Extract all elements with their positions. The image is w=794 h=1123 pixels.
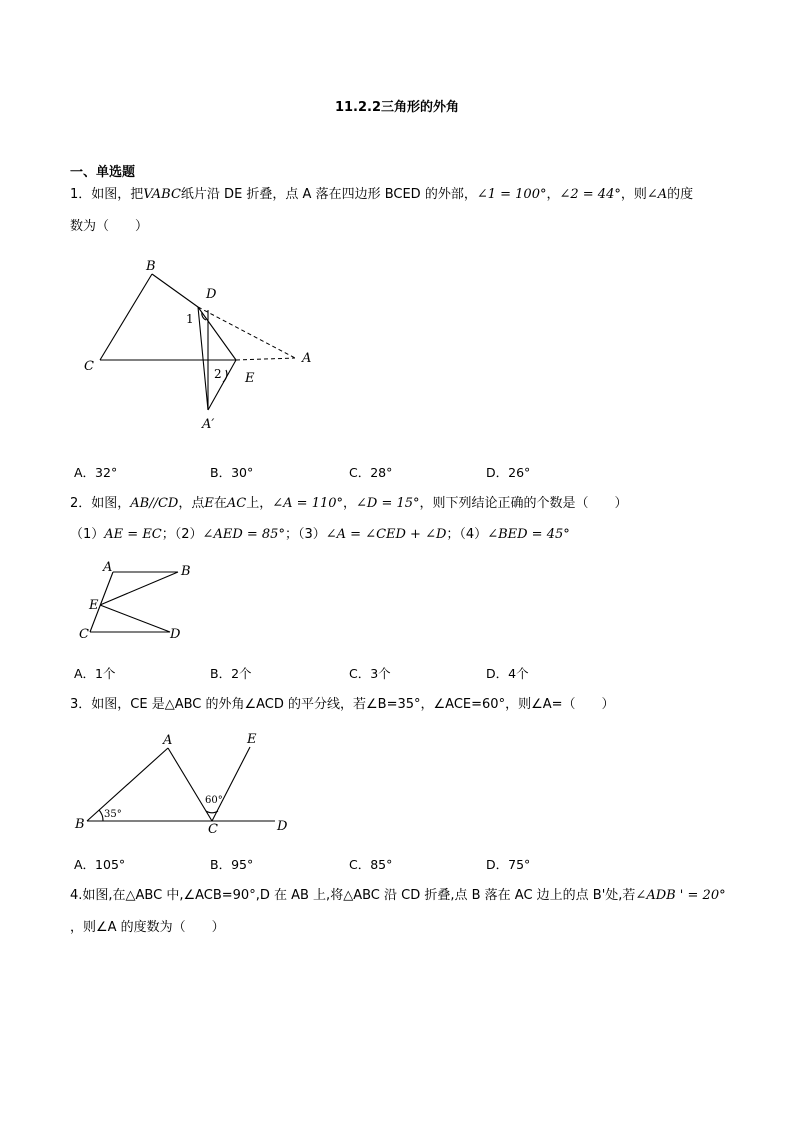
q2-mid1: ，点 [178,496,205,511]
q2-post: ，则下列结论正确的个数是（ ） [419,496,628,511]
q1-label-e: E [245,371,255,386]
q3-option-c[interactable]: C．85° [349,857,393,872]
q1-option-b[interactable]: B．30° [210,465,254,480]
q1-option-c[interactable]: C．28° [349,465,393,480]
q2-label-d: D [170,627,181,642]
q1-angle-1: ∠1 = 100° [476,187,547,202]
q2-option-a[interactable]: A．1个 [74,666,116,681]
q1-label-2: 2 [214,367,222,381]
q1-label-1: 1 [186,312,194,326]
page-title: 11.2.2三角形的外角 [334,100,460,115]
q1-label-a: A [302,351,312,366]
q2-angle-a: ∠A = 110° [272,496,344,511]
q1-triangle-symbol: VABC [143,187,181,202]
question-3-text: 3．如图，CE 是△ABC 的外角∠ACD 的平分线，若∠B=35°，∠ACE=60°，则∠A=（ ） [70,697,615,712]
q1-label-c: C [84,359,94,374]
q2-mid3: 上， [246,496,273,511]
q2-c4-label: ；（4） [446,527,488,542]
q1-text-c: ，则 [620,187,647,202]
q1-option-a[interactable]: A．32° [74,465,118,480]
q2-parallel: AB//CD [130,496,179,511]
q3-option-a[interactable]: A．105° [74,857,126,872]
q1-label-d: D [206,287,217,302]
q1-text-b: 纸片沿 DE 折叠，点 A 落在四边形 BCED 的外部， [180,187,477,202]
q2-mid2: 在 [213,496,227,511]
q1-label-a-prime: A′ [202,417,215,432]
q2-conclusion-4: ∠BED = 45° [487,527,570,542]
q2-label-e: E [89,598,99,613]
q2-conclusion-3: ∠A = ∠CED + ∠D [325,527,447,542]
question-1-line-2: 数为（ ） [70,219,149,234]
q2-label-b: B [181,564,191,579]
q2-option-d[interactable]: D．4个 [486,666,529,681]
q1-option-d[interactable]: D．26° [486,465,531,480]
q2-option-b[interactable]: B．2个 [210,666,252,681]
q4-text: 4.如图,在△ABC 中,∠ACB=90°,D 在 AB 上,将△ABC 沿 CD 折叠,点 B 落在 AC 边上的点 B'处,若 [70,888,636,903]
q2-comma: ， [343,496,357,511]
q3-label-35: 35° [104,809,122,820]
q3-option-b[interactable]: B．95° [210,857,254,872]
q1-label-b: B [146,259,156,274]
q2-c1-label: （1） [70,527,105,542]
q1-angle-a: ∠A [646,187,668,202]
q3-label-a: A [163,733,173,748]
q1-sep: ， [546,187,560,202]
question-4-line-2: ，则∠A 的度数为（ ） [70,920,225,935]
q2-pre: 2．如图， [70,496,131,511]
q3-option-d[interactable]: D．75° [486,857,531,872]
q3-label-60: 60° [205,795,223,806]
q3-label-b: B [75,817,85,832]
q1-angle-2: ∠2 = 44° [559,187,621,202]
q2-conclusion-1: AE = EC [104,527,162,542]
q2-option-c[interactable]: C．3个 [349,666,391,681]
q2-label-c: C [79,627,89,642]
q1-text-d: 的度 [667,187,694,202]
q3-label-c: C [208,822,218,837]
q2-angle-d: ∠D = 15° [356,496,420,511]
q2-point-e: E [204,496,214,511]
q2-segment-ac: AC [226,496,247,511]
q2-label-a: A [103,560,113,575]
q3-label-e: E [247,732,257,747]
q2-conclusion-2: ∠AED = 85° [202,527,285,542]
q3-label-d: D [277,819,288,834]
q2-c2-label: ；（2） [161,527,203,542]
section-heading: 一、单选题 [70,165,136,180]
q2-c3-label: ；（3） [284,527,326,542]
q4-angle: ∠ADB ' = 20° [635,888,726,903]
q1-text-a: 1．如图，把 [70,187,144,202]
question-4-line-1 [70,887,726,905]
